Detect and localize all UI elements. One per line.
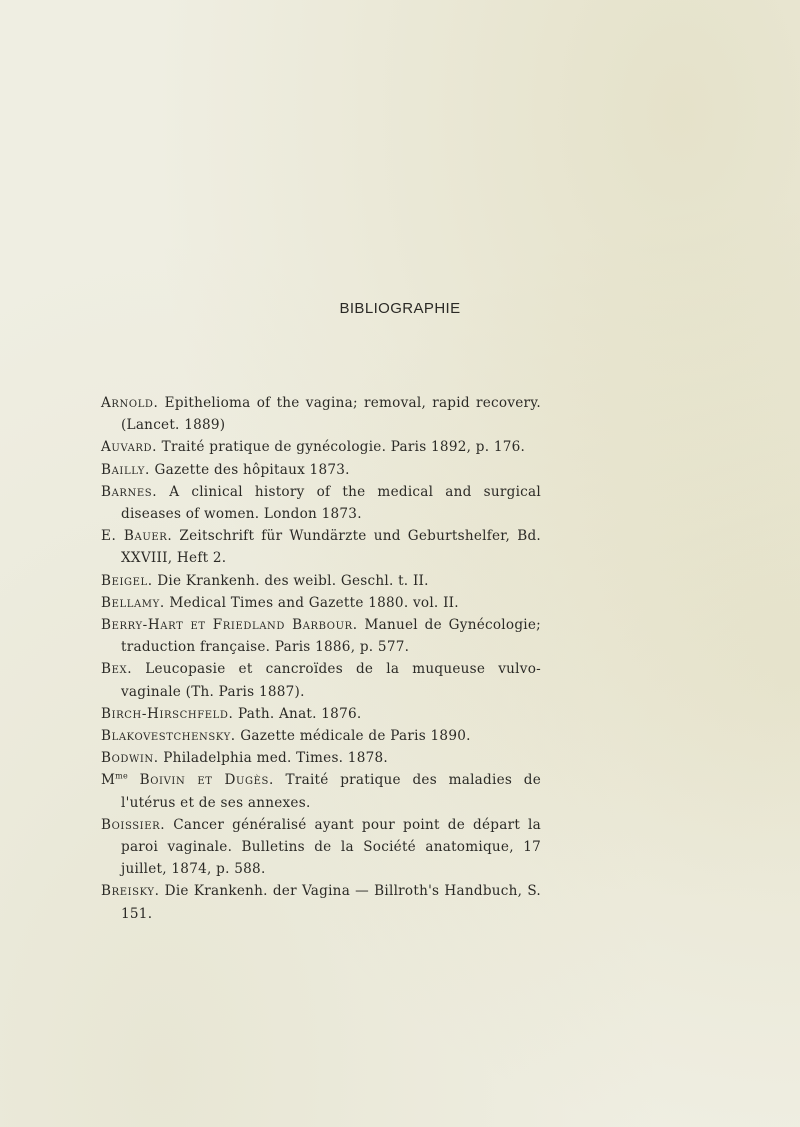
entry-author: Boissier. (101, 816, 166, 833)
entry-author: Bodwin. (101, 750, 159, 767)
bibliography-entry (101, 814, 541, 881)
entry-text: Path. Anat. 1876. (233, 705, 362, 722)
entry-text: Traité pratique des maladies de l'utérus et de ses annexes. (121, 772, 541, 811)
entry-author: Blakovestchensky. (101, 728, 236, 745)
bibliography-entry (101, 592, 541, 614)
bibliography-entry (101, 481, 541, 525)
entry-author: Arnold. (101, 395, 159, 411)
entry-author: Bailly. (101, 461, 150, 478)
entry-text: Cancer généralisé ayant pour point de départ la paroi vaginale. Bulletins de la Société anatomique, 17 juillet, 1874, p. 588. (121, 816, 541, 878)
bibliography-entry (101, 614, 541, 658)
entry-author: E. Bauer. (101, 528, 173, 545)
entry-author: Auvard. (101, 439, 158, 456)
entry-text: Traité pratique de gynécologie. Paris 1892, p. 176. (157, 439, 526, 456)
bibliography-list (101, 392, 541, 925)
bibliography-entry (101, 880, 541, 924)
entry-text: Medical Times and Gazette 1880. vol. II. (164, 594, 459, 611)
entry-text: Die Krankenh. des weibl. Geschl. t. II. (152, 572, 429, 589)
bibliography-entry (101, 392, 541, 436)
entry-text: Epithelioma of the vagina; removal, rapid recovery. (Lancet. 1889) (121, 395, 541, 434)
entry-text: A clinical history of the medical and surgical diseases of women. London 1873. (121, 483, 541, 523)
entry-text: Gazette des hôpitaux 1873. (149, 461, 350, 478)
bibliography-entry (101, 570, 541, 592)
entry-text: Manuel de Gynécologie; traduction française. Paris 1886, p. 577. (121, 617, 541, 656)
entry-prefix: M (101, 772, 116, 789)
entry-author: Birch-Hirschfeld. (101, 705, 234, 722)
entry-author: Boivin et Dugès. (139, 772, 274, 789)
bibliography-entry (101, 525, 541, 569)
entry-prefix-superscript: me (115, 771, 128, 781)
entry-text: Die Krankenh. der Vagina — Billroth's Handbuch, S. 151. (121, 883, 541, 922)
bibliography-entry (101, 703, 541, 725)
page-title: BIBLIOGRAPHIE (339, 300, 461, 317)
entry-text: Philadelphia med. Times. 1878. (158, 750, 388, 767)
entry-text: Gazette médicale de Paris 1890. (235, 728, 471, 745)
entry-author: Breisky. (101, 883, 160, 900)
entry-author: Beigel. (101, 572, 153, 589)
entry-text: Leucopasie et cancroïdes de la muqueuse vulvo-vaginale (Th. Paris 1887). (121, 661, 541, 700)
entry-text: Zeitschrift für Wundärzte und Geburtshelfer, Bd. XXVIII, Heft 2. (121, 528, 542, 567)
entry-author: Bellamy. (101, 594, 165, 611)
entry-author: Berry-Hart et Friedland Barbour. (101, 617, 358, 634)
bibliography-entry (101, 747, 541, 769)
entry-author: Barnes. (101, 483, 158, 500)
bibliography-entry (101, 436, 541, 458)
bibliography-entry (101, 658, 541, 702)
bibliography-entry (101, 769, 541, 813)
bibliography-entry (101, 459, 541, 481)
entry-author: Bex. (101, 661, 133, 678)
bibliography-entry (101, 725, 541, 747)
